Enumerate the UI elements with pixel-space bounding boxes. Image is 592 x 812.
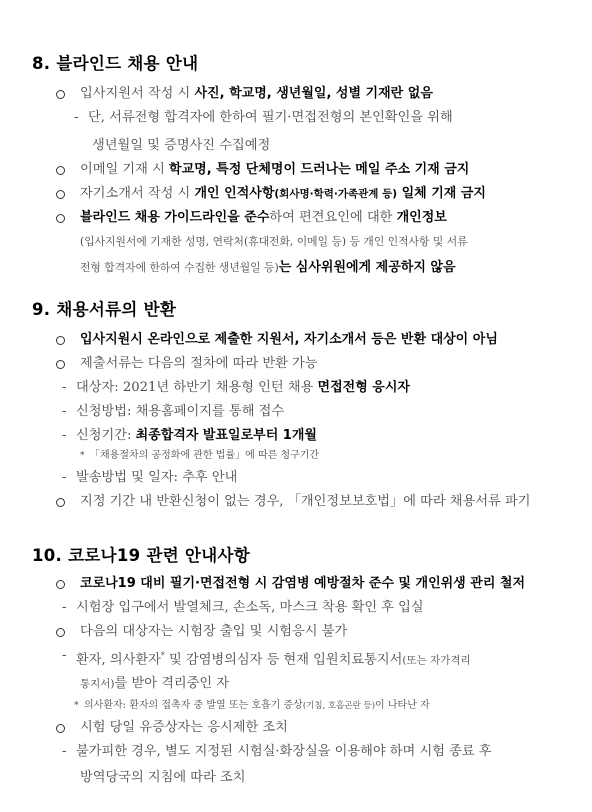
s9-b3-text: 지정 기간 내 반환신청이 없는 경우, 「개인정보보호법」에 따라 채용서류 파기 [80, 494, 531, 509]
s10-b1-bold: 코로나19 대비 필기·면접전형 시 감염병 예방절차 준수 및 개인위생 관리 철저 [80, 576, 526, 591]
s8-b4-bold1: 블라인드 채용 가이드라인을 준수 [80, 210, 270, 225]
circle-bullet-icon [56, 190, 65, 199]
s8-b4-line2: (입사지원서에 기재한 성명, 연락처(휴대전화, 이메일 등) 등 개인 인적사항 및 서류 [80, 235, 468, 248]
s8-b3-text: 자기소개서 작성 시 [80, 186, 195, 201]
s9-d2-text: 신청방법: 채용홈페이지를 통해 접수 [76, 404, 285, 419]
s8-d1-line1: 단, 서류전형 합격자에 한하여 필기·면접전형의 본인확인을 위해 [88, 110, 453, 125]
s10-b2-text: 다음의 대상자는 시험장 출입 및 시험응시 불가 [80, 624, 348, 639]
s8-b4-line3-bold: 는 심사위원에게 제공하지 않음 [278, 260, 456, 275]
s10-d2-line2-small: 통지서) [80, 678, 115, 690]
s8-b4-bold2: 개인정보 [396, 210, 447, 225]
dash-marker: - [62, 600, 67, 615]
s8-b3-bold-small: (회사명·학력·가족관계 등) [274, 188, 398, 200]
s8-b2-bold: 학교명, 특정 단체명이 드러나는 메일 주소 기재 금지 [169, 162, 470, 177]
dash-marker: - [62, 470, 67, 485]
s8-d1-line2: 생년월일 및 증명사진 수집예정 [92, 138, 271, 153]
s10-d1-text: 시험장 입구에서 발열체크, 손소독, 마스크 착용 확인 후 입실 [76, 600, 424, 615]
s10-d2-line2 [80, 672, 229, 691]
s10-d2-mid: 및 감염병의심자 등 현재 입원치료통지서 [164, 652, 403, 668]
s8-b3-bold2: 일체 기재 금지 [397, 186, 486, 201]
s9-d3-text: 신청기간: [76, 428, 136, 443]
circle-bullet-icon [56, 90, 65, 99]
s10-d2-text: 환자, 의사환자 [76, 652, 161, 668]
s10-note-c: 이 나타난 자 [375, 700, 430, 711]
s8-b3-bold1: 개인 인적사항 [194, 186, 275, 201]
s8-b4-line3-text: 전형 합격자에 한하여 수집한 생년월일 등) [80, 261, 279, 274]
section-10-heading: 10. 코로나19 관련 안내사항 [32, 546, 250, 565]
circle-bullet-icon [56, 498, 65, 507]
circle-bullet-icon [56, 214, 65, 223]
s10-d2-sup: * [160, 651, 165, 660]
asterisk-marker: * [74, 701, 79, 711]
dash-marker: - [62, 648, 67, 663]
s9-b2-text: 제출서류는 다음의 절차에 따라 반환 가능 [80, 356, 318, 371]
section-8-heading: 8. 블라인드 채용 안내 [32, 54, 199, 73]
dash-marker: - [62, 744, 67, 759]
s9-d1-text: 대상자: 2021년 하반기 채용형 인턴 채용 [76, 380, 318, 395]
dash-marker: - [62, 404, 67, 419]
s10-d3-line1: 불가피한 경우, 별도 지정된 시험실·화장실을 이용해야 하며 시험 종료 후 [76, 744, 492, 759]
s10-d3-line2: 방역당국의 지침에 따라 조치 [80, 770, 246, 785]
s8-b2-text: 이메일 기재 시 [80, 162, 170, 177]
circle-bullet-icon [56, 628, 65, 637]
s9-d4-text: 발송방법 및 일자: 추후 안내 [76, 470, 238, 485]
s8-b4-line3 [80, 256, 456, 275]
s10-note-b: (기침, 호흡곤란 등) [302, 701, 376, 711]
s9-d1-bold: 면접전형 응시자 [317, 380, 410, 395]
asterisk-marker: * [80, 451, 85, 461]
s9-b1-bold: 입사지원시 온라인으로 제출한 지원서, 자기소개서 등은 반환 대상이 아님 [80, 332, 498, 347]
section-9-heading: 9. 채용서류의 반환 [32, 300, 177, 319]
s10-d2-line2-text: 를 받아 격리중인 자 [114, 676, 230, 691]
s10-b3-text: 시험 당일 유증상자는 응시제한 조치 [80, 720, 288, 735]
s9-d3-bold: 최종합격자 발표일로부터 1개월 [135, 428, 317, 443]
s10-note-a: 의사환자: 환자의 접촉자 중 발열 또는 호흡기 증상 [84, 700, 303, 711]
circle-bullet-icon [56, 336, 65, 345]
s8-b1-text: 입사지원서 작성 시 [80, 86, 195, 101]
s9-note-text: 「채용절차의 공정화에 관한 법률」에 따른 청구기간 [90, 450, 320, 461]
circle-bullet-icon [56, 724, 65, 733]
circle-bullet-icon [56, 580, 65, 589]
circle-bullet-icon [56, 166, 65, 175]
circle-bullet-icon [56, 360, 65, 369]
dash-marker: - [62, 428, 67, 443]
dash-marker: - [74, 110, 79, 125]
s8-b1-bold: 사진, 학교명, 생년월일, 성별 기재란 없음 [194, 86, 433, 101]
s8-b4-mid: 하여 편견요인에 대한 [269, 210, 397, 225]
dash-marker: - [62, 380, 67, 395]
s10-d2-small: (또는 자가격리 [402, 654, 471, 667]
